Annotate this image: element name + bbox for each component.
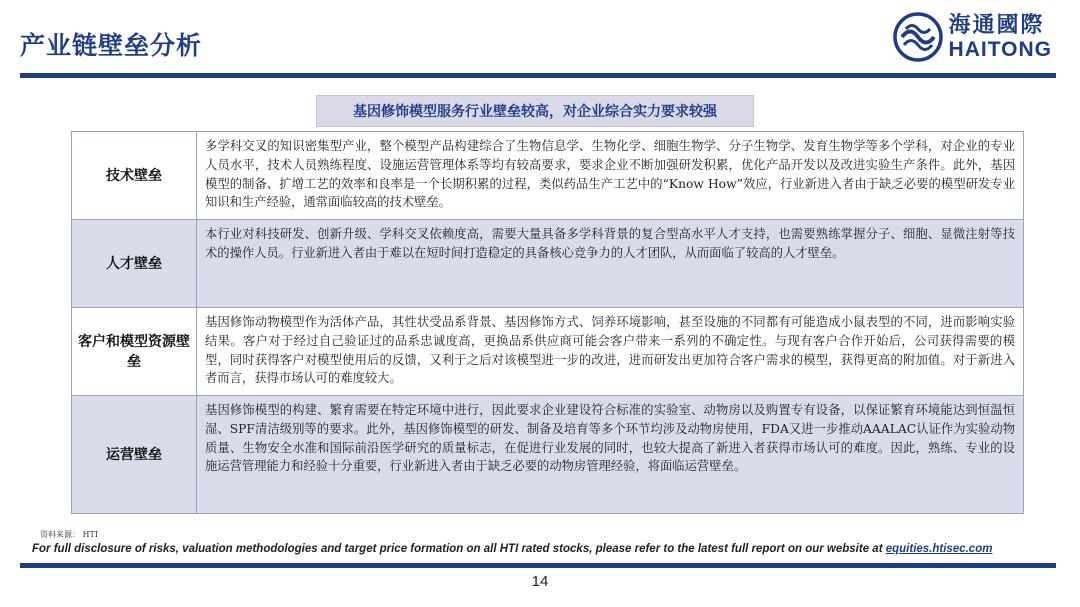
row-label: 运营壁垒 [72,396,197,514]
disclosure-body: For full disclosure of risks, valuation methodologies and target price formation on all HTI rated stocks, please refer to the latest full report on our website at [32,543,886,555]
website-link[interactable]: equities.htisec.com [885,543,993,555]
row-label: 人才壁垒 [72,220,197,308]
row-content: 基因修饰动物模型作为活体产品，其性状受品系背景、基因修饰方式、饲养环境影响，甚至设施的不同都有可能造成小鼠表型的不同，进而影响实验结果。客户对于经过自己验证过的品系忠诚度高，更换品系供应商可能会客户带来一系列的不确定性。与现有客户合作开始后，公司获得需要的模型，同时获得客户对模型使用后的反馈，又利于之后对该模型进一步的改进，进而研发出更加符合客户需求的模型，获得更高的附加值。对于新进入者而言，获得市场认可的难度较大。 [197,308,1024,396]
logo-english-text: HAITONG [948,38,1052,61]
haitong-logo [893,8,1052,66]
footer-divider [20,563,1056,568]
logo-chinese-text: 海通國際 [948,13,1045,38]
table-subtitle: 基因修饰模型服务行业壁垒较高，对企业综合实力要求较强 [316,95,754,127]
haitong-emblem-icon [893,12,943,62]
page-title: 产业链壁垒分析 [20,31,203,60]
table-row [72,132,1024,220]
header-divider [20,73,1056,78]
page-number: 14 [531,573,549,590]
row-label: 客户和模型资源壁垒 [72,308,197,396]
table-row [72,308,1024,396]
table-row [72,396,1024,514]
row-content: 多学科交叉的知识密集型产业，整个模型产品构建综合了生物信息学、生物化学、细胞生物学、分子生物学、发育生物学等多个学科，对企业的专业人员水平，技术人员熟练程度、设施运营管理体系等均有较高要求，要求企业不断加强研发积累，优化产品开发以及改进实验生产条件。此外，基因模型的制备、扩增工艺的效率和良率是一个长期积累的过程，类似药品生产工艺中的“Know How”效应，行业新进入者由于缺乏必要的模型研发专业知识和生产经验，通常面临较高的技术壁垒。 [197,132,1024,220]
row-content: 本行业对科技研发、创新升级、学科交叉依赖度高，需要大量具备多学科背景的复合型高水平人才支持，也需要熟练掌握分子、细胞、显微注射等技术的操作人员。行业新进入者由于难以在短时间打造稳定的具备核心竞争力的人才团队，从而面临了较高的人才壁垒。 [197,220,1024,308]
table-row [72,220,1024,308]
row-content: 基因修饰模型的构建、繁育需要在特定环境中进行，因此要求企业建设符合标准的实验室、动物房以及购置专有设备，以保证繁育环境能达到恒温恒湿、SPF清洁级别等的要求。此外，基因修饰模型的研发、制备及培育等多个环节均涉及动物房使用，FDA又进一步推动AAALAC认证作为实验动物质量、生物安全水准和国际前沿医学研究的质量标志，在促进行业发展的同时，也较大提高了新进入者获得市场认可的难度。因此，熟练、专业的设施运营管理能力和经验十分重要，行业新进入者由于缺乏必要的动物房管理经验，将面临运营壁垒。 [197,396,1024,514]
row-label: 技术壁垒 [72,132,197,220]
source-note: 资料来源： HTI [40,530,99,539]
disclosure-text [32,543,992,555]
barrier-table [71,131,1024,514]
